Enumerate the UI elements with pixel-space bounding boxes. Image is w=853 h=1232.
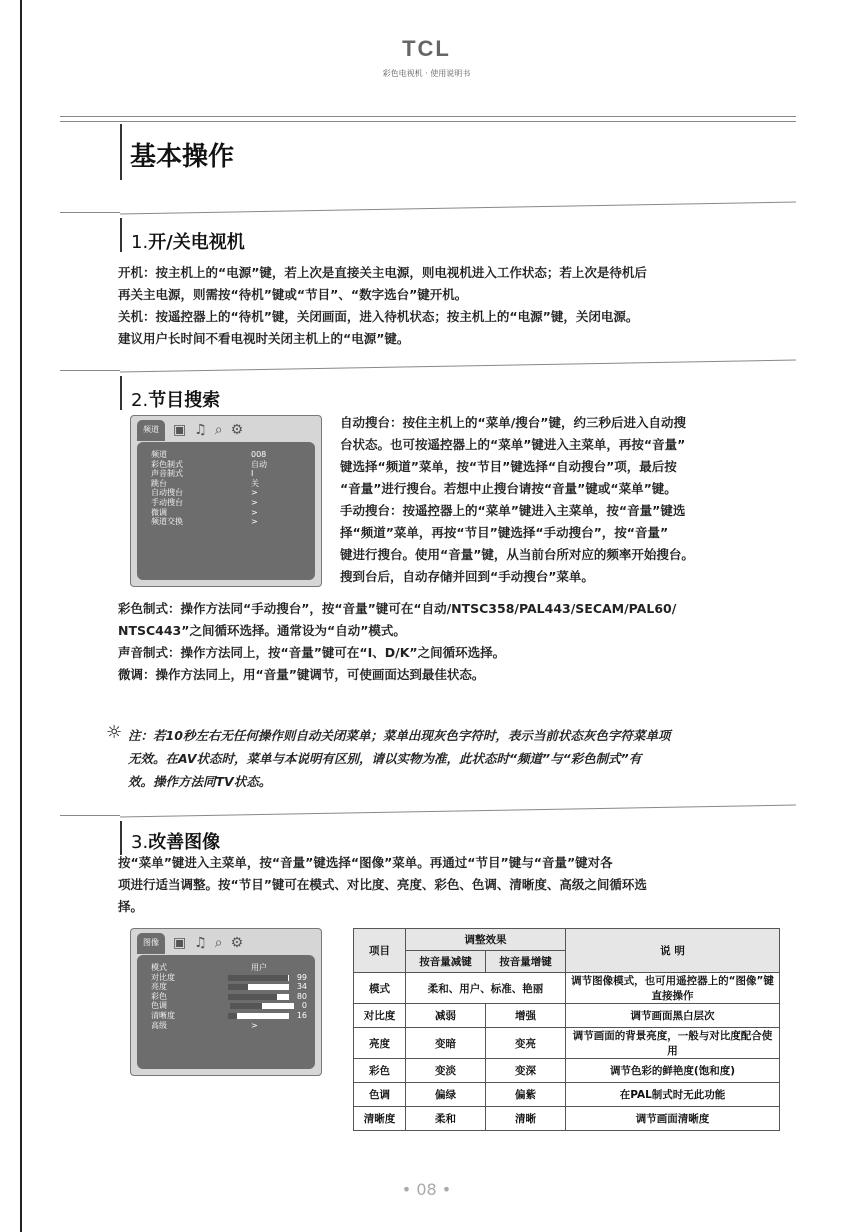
picture-icon: ▣ (173, 422, 187, 438)
section-label: 节目搜索 (148, 390, 221, 411)
menu-row-value: > (251, 507, 258, 517)
music-note-icon: ♫ (194, 935, 207, 951)
table-cell-description: 调节画面黑白层次 (566, 1004, 780, 1028)
section-number: 1. (131, 232, 149, 253)
menu-row-label: 彩色制式 (151, 459, 183, 469)
section-rule-left (60, 815, 120, 816)
menu-row (151, 1001, 307, 1011)
menu-row-label: 彩色 (151, 991, 167, 1001)
menu-level-fill (228, 1013, 238, 1019)
table-cell-item: 清晰度 (354, 1107, 406, 1131)
text-line: 台状态。也可按遥控器上的“菜单”键进入主菜单，再按“音量” (340, 437, 686, 452)
picture-icon: ▣ (173, 935, 187, 951)
menu-row-value: 99 (296, 972, 307, 982)
menu-row-value: > (251, 517, 258, 527)
text-line: “音量”进行搜台。若想中止搜台请按“音量”键或“菜单”键。 (340, 481, 677, 496)
menu-row (151, 982, 307, 992)
menu-row-label: 跳台 (151, 478, 167, 488)
text-line: 声音制式：操作方法同上，按“音量”键可在“I、D/K”之间循环选择。 (118, 645, 506, 660)
menu-rows (151, 450, 307, 527)
table-row (354, 1059, 780, 1083)
menu-row-value: 34 (296, 982, 307, 992)
menu-row-label: 声音制式 (151, 469, 183, 479)
menu-row (151, 479, 307, 489)
menu-row-label: 模式 (151, 963, 167, 972)
table-cell-effect: 柔和、用户、标准、艳丽 (406, 973, 566, 1004)
settings-icon: ⚙ (230, 422, 244, 438)
text-line: 开机：按主机上的“电源”键，若上次是直接关主电源，则电视机进入工作状态；若上次是待机后 (118, 265, 647, 280)
menu-row-value: > (251, 1020, 258, 1030)
menu-row (151, 1011, 307, 1021)
title-accent-bar (120, 124, 122, 180)
section-rule-slant (120, 803, 796, 819)
text-line: 择。 (118, 899, 144, 914)
section-3-title (131, 828, 220, 854)
menu-level-fill (230, 1003, 262, 1009)
page-number: • 08 • (401, 1180, 452, 1199)
text-line: 建议用户长时间不看电视时关闭主机上的“电源”键。 (118, 331, 410, 346)
header-rule-top (60, 116, 796, 117)
menu-row-label: 对比度 (151, 972, 175, 982)
header-effect: 调整效果 (406, 929, 566, 951)
header-description: 说 明 (566, 929, 780, 973)
table-cell-volume-down: 减弱 (406, 1004, 486, 1028)
menu-row-value: > (251, 497, 258, 507)
menu-row (151, 517, 307, 527)
table-cell-volume-down: 变淡 (406, 1059, 486, 1083)
section-rule-slant (120, 200, 796, 216)
menu-level-fill (228, 984, 249, 990)
menu-row-label: 色调 (151, 1001, 167, 1011)
menu-rows (151, 963, 307, 1030)
menu-panel (137, 442, 315, 580)
section-accent-bar (120, 821, 122, 855)
text-line: NTSC443”之间循环选择。通常设为“自动”模式。 (118, 623, 406, 638)
page-frame-left (20, 0, 22, 1232)
section-2-title (131, 386, 220, 412)
table-cell-description: 在PAL制式时无此功能 (566, 1083, 780, 1107)
menu-row (151, 469, 307, 479)
menu-row-value: 自动 (251, 459, 267, 469)
table-cell-item: 色调 (354, 1083, 406, 1107)
table-body (354, 973, 780, 1131)
table-cell-volume-up: 变亮 (486, 1028, 566, 1059)
section-label: 改善图像 (148, 832, 221, 853)
magnifier-icon: ⌕ (214, 935, 223, 951)
menu-row-value: 0 (301, 1001, 307, 1011)
text-line: 无效。在AV状态时，菜单与本说明有区别，请以实物为准，此状态时“频道”与“彩色制式”有 (128, 751, 642, 766)
menu-row (151, 973, 307, 983)
menu-row (151, 1021, 307, 1031)
menu-level-bar (228, 984, 289, 990)
menu-row-label: 微调 (151, 507, 167, 517)
brand-logo: TCL (402, 36, 451, 61)
table-cell-description: 调节画面的背景亮度，一般与对比度配合使用 (566, 1028, 780, 1059)
text-line: 自动搜台：按住主机上的“菜单/搜台”键，约三秒后进入自动搜 (340, 415, 686, 430)
menu-row (151, 992, 307, 1002)
menu-tabs (137, 933, 315, 953)
section-number: 2. (131, 390, 149, 411)
menu-level-fill (228, 994, 277, 1000)
table-row (354, 973, 780, 1004)
table-row (354, 1083, 780, 1107)
text-line: 彩色制式：操作方法同“手动搜台”，按“音量”键可在“自动/NTSC358/PAL443/SECAM/PAL60/ (118, 601, 677, 616)
menu-row (151, 498, 307, 508)
menu-row (151, 508, 307, 518)
section-3-text (118, 852, 808, 918)
menu-level-bar (228, 975, 289, 981)
table-cell-item: 亮度 (354, 1028, 406, 1059)
text-line: 再关主电源，则需按“待机”键或“节目”、“数字选台”键开机。 (118, 287, 468, 302)
menu-panel (137, 955, 315, 1069)
text-line: 项进行适当调整。按“节目”键可在模式、对比度、亮度、彩色、色调、清晰度、高级之间循环选 (118, 877, 647, 892)
menu-row-value: 008 (251, 450, 267, 459)
text-line: 微调：操作方法同上，用“音量”键调节，可使画面达到最佳状态。 (118, 667, 485, 682)
menu-row-label: 自动搜台 (151, 488, 183, 498)
menu-tab-active: 频道 (137, 420, 165, 441)
menu-level-bar (228, 1013, 289, 1019)
section-accent-bar (120, 376, 122, 410)
channel-menu-illustration (130, 415, 322, 587)
page-title: 基本操作 (130, 142, 235, 172)
menu-row-value: 16 (296, 1010, 307, 1020)
section-2-side-text (340, 412, 800, 588)
section-1-title (131, 228, 245, 254)
menu-level-bar (230, 1003, 294, 1009)
header-item: 项目 (354, 929, 406, 973)
section-accent-bar (120, 218, 122, 252)
table-cell-description: 调节图像模式，也可用遥控器上的“图像”键直接操作 (566, 973, 780, 1004)
menu-row-label: 高级 (151, 1020, 167, 1030)
menu-row-label: 手动搜台 (151, 497, 183, 507)
settings-icon: ⚙ (230, 935, 244, 951)
menu-row (151, 450, 307, 460)
menu-row-value: 用户 (251, 963, 267, 972)
note-sun-icon: ☼ (106, 722, 123, 743)
menu-row-label: 频道 (151, 450, 167, 459)
table-row (354, 1028, 780, 1059)
section-rule-slant (120, 358, 796, 374)
menu-row (151, 460, 307, 470)
brand-subtitle: 彩色电视机 · 使用说明书 (382, 69, 471, 78)
text-line: 择“频道”菜单，再按“节目”键选择“手动搜台”，按“音量” (340, 525, 669, 540)
text-line: 搜到台后，自动存储并回到“手动搜台”菜单。 (340, 569, 594, 584)
menu-tab-active: 图像 (137, 933, 165, 954)
text-line: 键进行搜台。使用“音量”键，从当前台所对应的频率开始搜台。 (340, 547, 694, 562)
table-row (354, 1107, 780, 1131)
table-cell-volume-up: 偏紫 (486, 1083, 566, 1107)
picture-menu-illustration (130, 928, 322, 1076)
table-cell-description: 调节色彩的鲜艳度(饱和度) (566, 1059, 780, 1083)
section-label: 开/关电视机 (148, 232, 245, 253)
table-cell-item: 对比度 (354, 1004, 406, 1028)
header-volume-up: 按音量增键 (486, 951, 566, 973)
menu-row-label: 亮度 (151, 982, 167, 992)
menu-row-value: > (251, 488, 258, 498)
table-row (354, 1004, 780, 1028)
menu-row-value: 80 (296, 991, 307, 1001)
text-line: 键选择“频道”菜单，按“节目”键选择“自动搜台”项，最后按 (340, 459, 677, 474)
menu-level-fill (228, 975, 289, 981)
section-2-text (118, 598, 808, 686)
section-1-text (118, 262, 798, 350)
note-text (128, 724, 798, 793)
header-volume-down: 按音量减键 (406, 951, 486, 973)
magnifier-icon: ⌕ (214, 422, 223, 438)
menu-row (151, 963, 307, 973)
table-cell-volume-up: 增强 (486, 1004, 566, 1028)
menu-row-value: I (251, 469, 254, 479)
text-line: 手动搜台：按遥控器上的“菜单”键进入主菜单，按“音量”键选 (340, 503, 686, 518)
text-line: 注：若10秒左右无任何操作则自动关闭菜单；菜单出现灰色字符时，表示当前状态灰色字符菜单项 (128, 728, 671, 743)
menu-row (151, 488, 307, 498)
text-line: 关机：按遥控器上的“待机”键，关闭画面，进入待机状态；按主机上的“电源”键，关闭电源。 (118, 309, 639, 324)
table-cell-volume-down: 柔和 (406, 1107, 486, 1131)
adjustment-table (353, 928, 780, 1131)
table-cell-volume-down: 偏绿 (406, 1083, 486, 1107)
header-rule-bottom (60, 121, 796, 122)
table-cell-description: 调节画面清晰度 (566, 1107, 780, 1131)
section-number: 3. (131, 832, 149, 853)
table-cell-item: 模式 (354, 973, 406, 1004)
menu-row-value: 关 (251, 478, 259, 488)
music-note-icon: ♫ (194, 422, 207, 438)
table-cell-volume-up: 变深 (486, 1059, 566, 1083)
table-cell-item: 彩色 (354, 1059, 406, 1083)
menu-row-label: 频道交换 (151, 517, 183, 527)
text-line: 按“菜单”键进入主菜单，按“音量”键选择“图像”菜单。再通过“节目”键与“音量”键对各 (118, 855, 613, 870)
menu-tabs (137, 420, 315, 440)
section-rule-left (60, 212, 120, 213)
menu-level-bar (228, 994, 289, 1000)
section-rule-left (60, 370, 120, 371)
table-cell-volume-up: 清晰 (486, 1107, 566, 1131)
table-cell-volume-down: 变暗 (406, 1028, 486, 1059)
text-line: 效。操作方法同TV状态。 (128, 774, 272, 789)
menu-row-label: 清晰度 (151, 1010, 175, 1020)
